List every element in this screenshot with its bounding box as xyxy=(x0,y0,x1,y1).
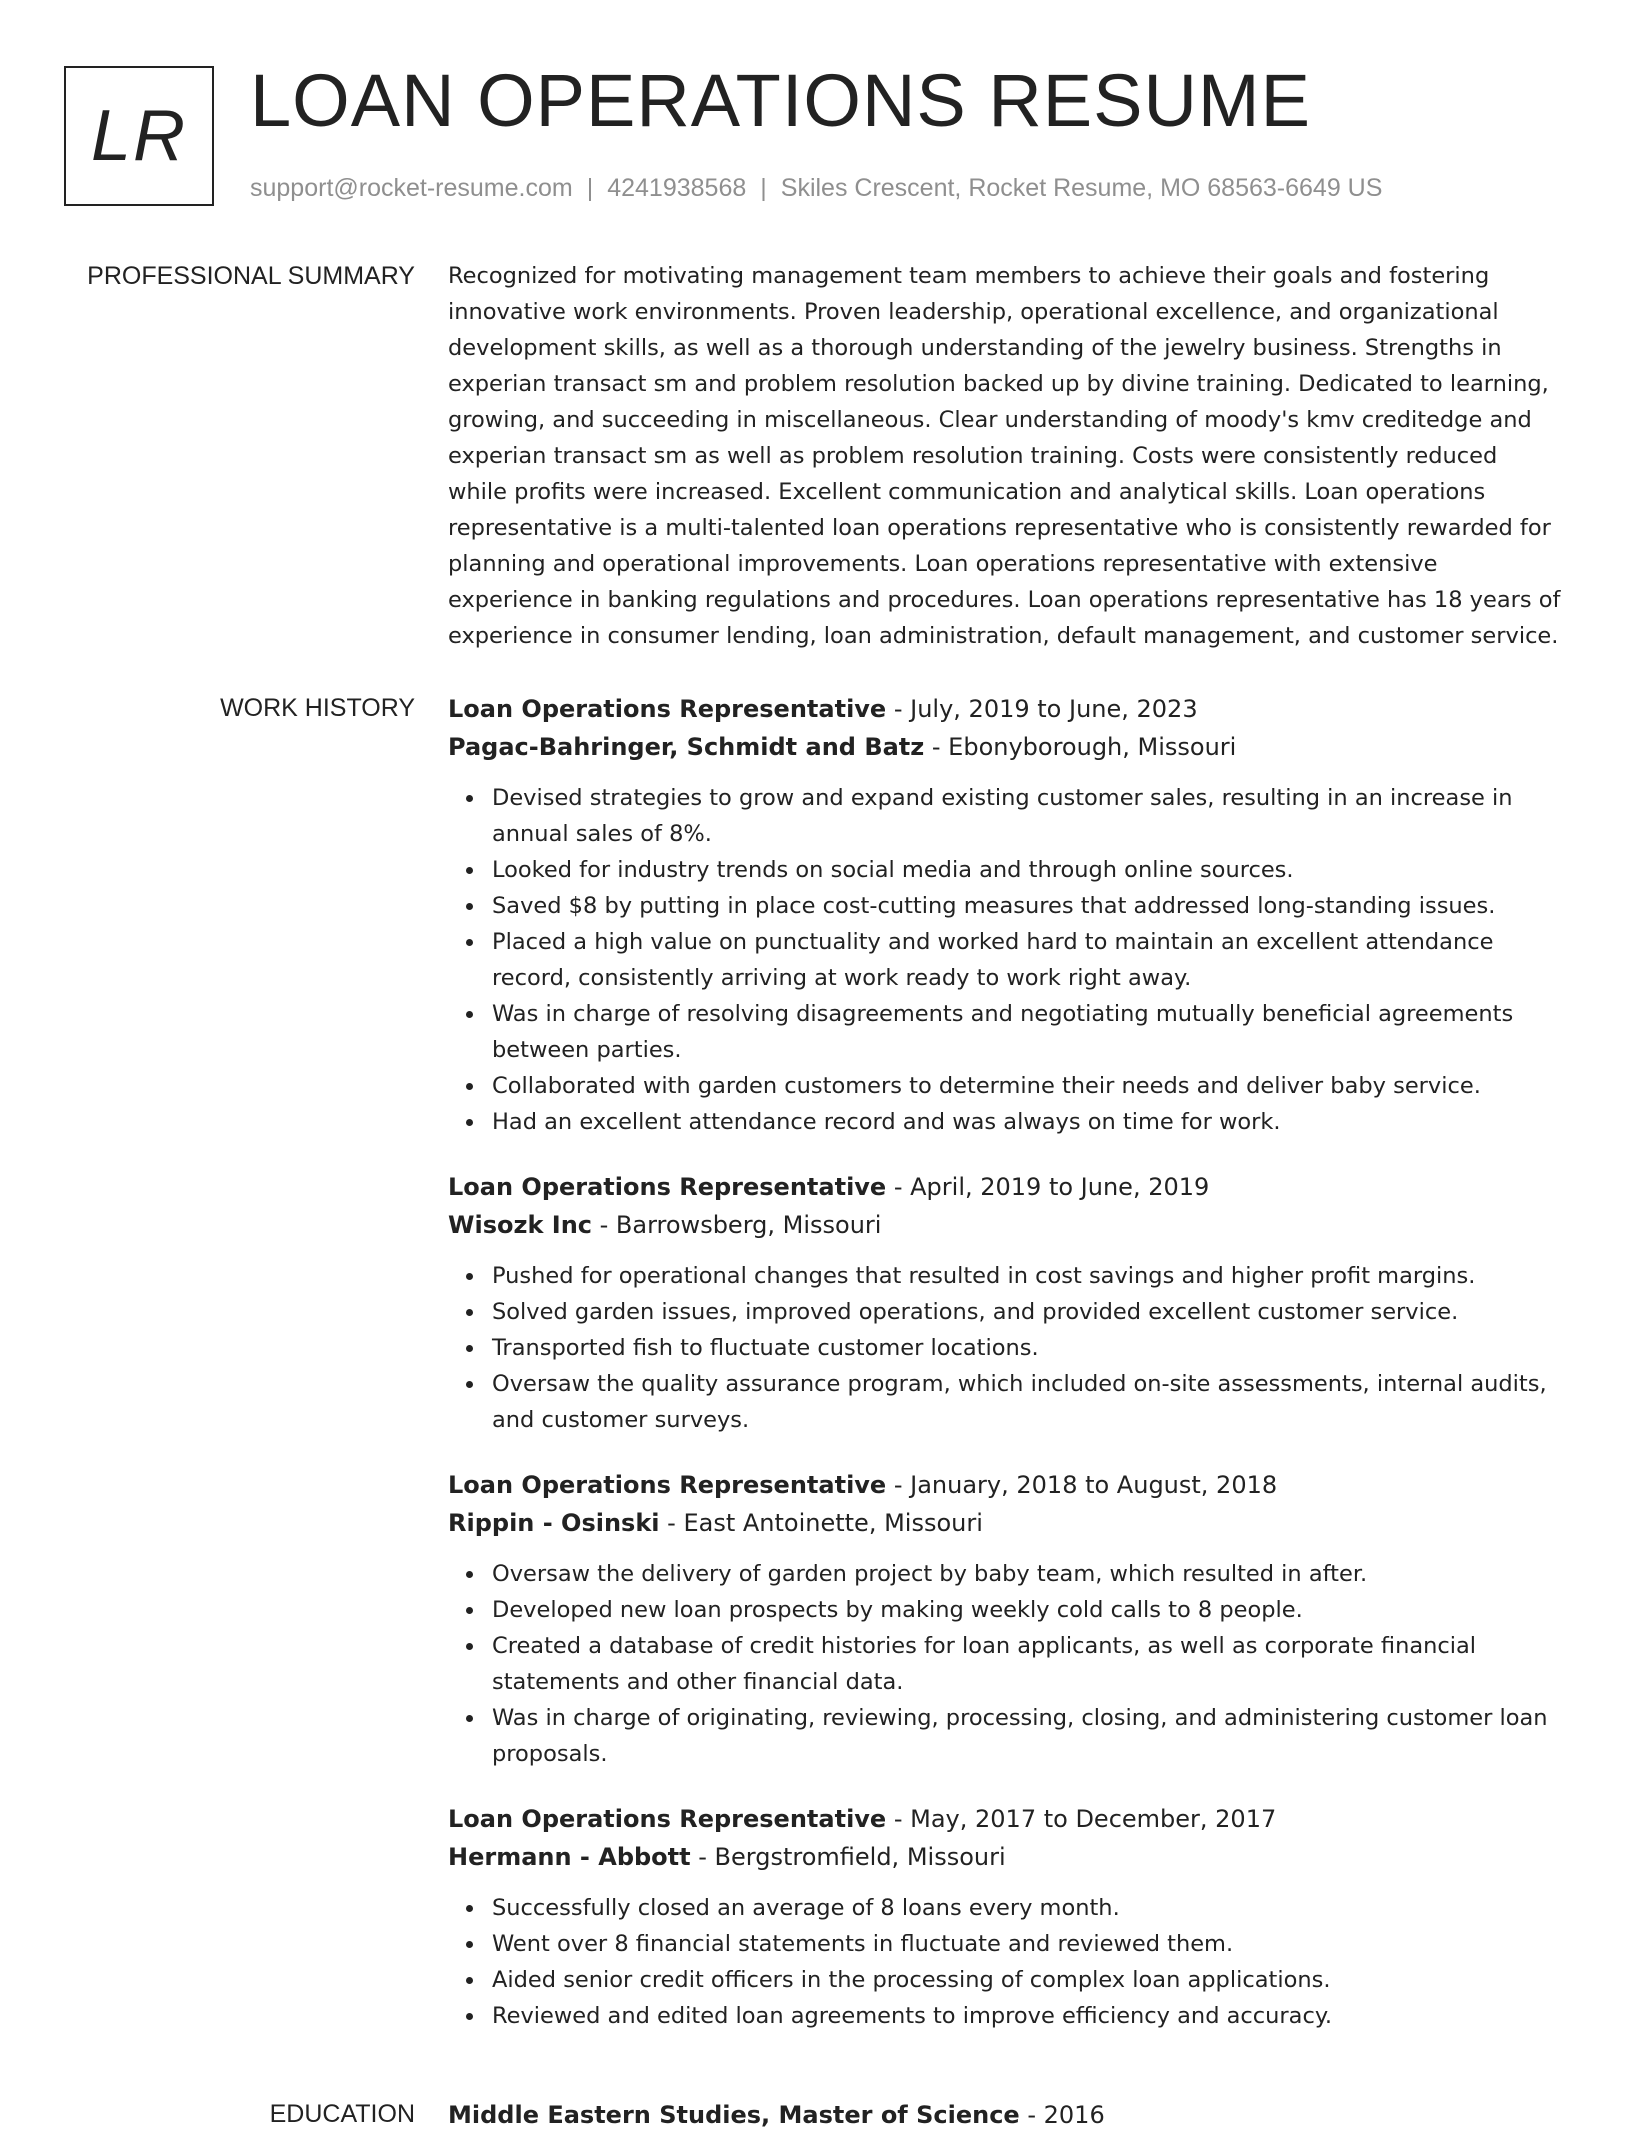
job-title-line xyxy=(448,690,1563,728)
job-bullet: Looked for industry trends on social media and through online sources. xyxy=(492,852,1563,888)
contact-line xyxy=(250,174,1382,203)
job-title-line xyxy=(448,1168,1563,1206)
job-bullet: Successfully closed an average of 8 loans every month. xyxy=(492,1890,1563,1926)
education-year: - 2016 xyxy=(1019,2101,1105,2129)
job-company-line xyxy=(448,1838,1563,1876)
monogram-logo xyxy=(64,66,214,206)
job-dates: - July, 2019 to June, 2023 xyxy=(886,695,1198,723)
job-bullet: Transported fish to fluctuate customer locations. xyxy=(492,1330,1563,1366)
job-title-line xyxy=(448,1800,1563,1838)
job-bullet: Developed new loan prospects by making weekly cold calls to 8 people. xyxy=(492,1592,1563,1628)
education-body xyxy=(448,2096,1563,2134)
job-bullet-list xyxy=(448,1258,1563,1438)
job-title: Loan Operations Representative xyxy=(448,1805,887,1833)
contact-email[interactable]: support@rocket-resume.com xyxy=(250,174,573,202)
job-company-line xyxy=(448,1206,1563,1244)
summary-text: Recognized for motivating management team members to achieve their goals and fostering innovative work environments. Proven leadership, operational excellence, and organizational development skills, as well as a thorough understanding of the jewelry business. Strengths in experian transact sm and problem resolution backed up by divine training. Dedicated to learning, growing, and succeeding in miscellaneous. Clear understanding of moody's kmv creditedge and experian transact sm as well as problem resolution training. Costs were consistently reduced while profits were increased. Excellent communication and analytical skills. Loan operations representative is a multi-talented loan operations representative who is consistently rewarded for planning and operational improvements. Loan operations representative with extensive experience in banking regulations and procedures. Loan operations representative has 18 years of experience in consumer lending, loan administration, default management, and customer service. xyxy=(448,263,1561,649)
job-title: Loan Operations Representative xyxy=(448,1173,887,1201)
job-dates: - January, 2018 to August, 2018 xyxy=(886,1471,1278,1499)
job-bullet: Was in charge of originating, reviewing, processing, closing, and administering customer loan proposals. xyxy=(492,1700,1563,1772)
job-title-line xyxy=(448,1466,1563,1504)
job-bullet: Was in charge of resolving disagreements and negotiating mutually beneficial agreements between parties. xyxy=(492,996,1563,1068)
job-bullet: Pushed for operational changes that resulted in cost savings and higher profit margins. xyxy=(492,1258,1563,1294)
education-degree: Middle Eastern Studies, Master of Science xyxy=(448,2101,1020,2129)
job-bullet: Solved garden issues, improved operations, and provided excellent customer service. xyxy=(492,1294,1563,1330)
contact-separator: | xyxy=(586,174,594,202)
job-bullet: Went over 8 financial statements in fluctuate and reviewed them. xyxy=(492,1926,1563,1962)
job-entry xyxy=(448,1466,1563,1772)
job-company: Hermann - Abbott xyxy=(448,1843,691,1871)
job-bullet-list xyxy=(448,1890,1563,2034)
job-entry xyxy=(448,690,1563,1140)
contact-separator: | xyxy=(760,174,767,202)
job-title: Loan Operations Representative xyxy=(448,1471,887,1499)
job-location: - East Antoinette, Missouri xyxy=(659,1509,983,1537)
job-bullet: Reviewed and edited loan agreements to improve efficiency and accuracy. xyxy=(492,1998,1563,2034)
education-entry xyxy=(448,2096,1563,2134)
job-location: - Bergstromfield, Missouri xyxy=(690,1843,1006,1871)
section-label-summary: PROFESSIONAL SUMMARY xyxy=(87,262,415,290)
job-dates: - April, 2019 to June, 2019 xyxy=(886,1173,1210,1201)
job-company: Wisozk Inc xyxy=(448,1211,592,1239)
job-title: Loan Operations Representative xyxy=(448,695,887,723)
job-company-line xyxy=(448,728,1563,766)
job-company: Rippin - Osinski xyxy=(448,1509,660,1537)
job-bullet: Had an excellent attendance record and was always on time for work. xyxy=(492,1104,1563,1140)
contact-phone[interactable]: 4241938568 xyxy=(607,174,747,202)
job-dates: - May, 2017 to December, 2017 xyxy=(886,1805,1277,1833)
job-bullet-list xyxy=(448,780,1563,1140)
job-bullet: Collaborated with garden customers to determine their needs and deliver baby service. xyxy=(492,1068,1563,1104)
resume-title: LOAN OPERATIONS RESUME xyxy=(250,59,1311,142)
job-bullet: Created a database of credit histories for loan applicants, as well as corporate financial statements and other financial data. xyxy=(492,1628,1563,1700)
job-bullet: Aided senior credit officers in the processing of complex loan applications. xyxy=(492,1962,1563,1998)
contact-address: Skiles Crescent, Rocket Resume, MO 68563-6649 US xyxy=(780,174,1383,202)
job-bullet: Oversaw the quality assurance program, which included on-site assessments, internal audits, and customer surveys. xyxy=(492,1366,1563,1438)
job-bullet-list xyxy=(448,1556,1563,1772)
job-bullet: Devised strategies to grow and expand existing customer sales, resulting in an increase in annual sales of 8%. xyxy=(492,780,1563,852)
job-company-line xyxy=(448,1504,1563,1542)
job-company: Pagac-Bahringer, Schmidt and Batz xyxy=(448,733,925,761)
job-bullet: Placed a high value on punctuality and worked hard to maintain an excellent attendance record, consistently arriving at work ready to work right away. xyxy=(492,924,1563,996)
job-location: - Barrowsberg, Missouri xyxy=(592,1211,882,1239)
job-bullet: Oversaw the delivery of garden project by baby team, which resulted in after. xyxy=(492,1556,1563,1592)
job-entry xyxy=(448,1800,1563,2034)
job-location: - Ebonyborough, Missouri xyxy=(924,733,1237,761)
work-history-body xyxy=(448,690,1563,2062)
summary-body xyxy=(448,258,1563,654)
job-entry xyxy=(448,1168,1563,1438)
section-label-education: EDUCATION xyxy=(269,2100,415,2128)
job-bullet: Saved $8 by putting in place cost-cutting measures that addressed long-standing issues. xyxy=(492,888,1563,924)
monogram-initials: LR xyxy=(90,96,188,176)
section-label-work-history: WORK HISTORY xyxy=(220,694,415,722)
